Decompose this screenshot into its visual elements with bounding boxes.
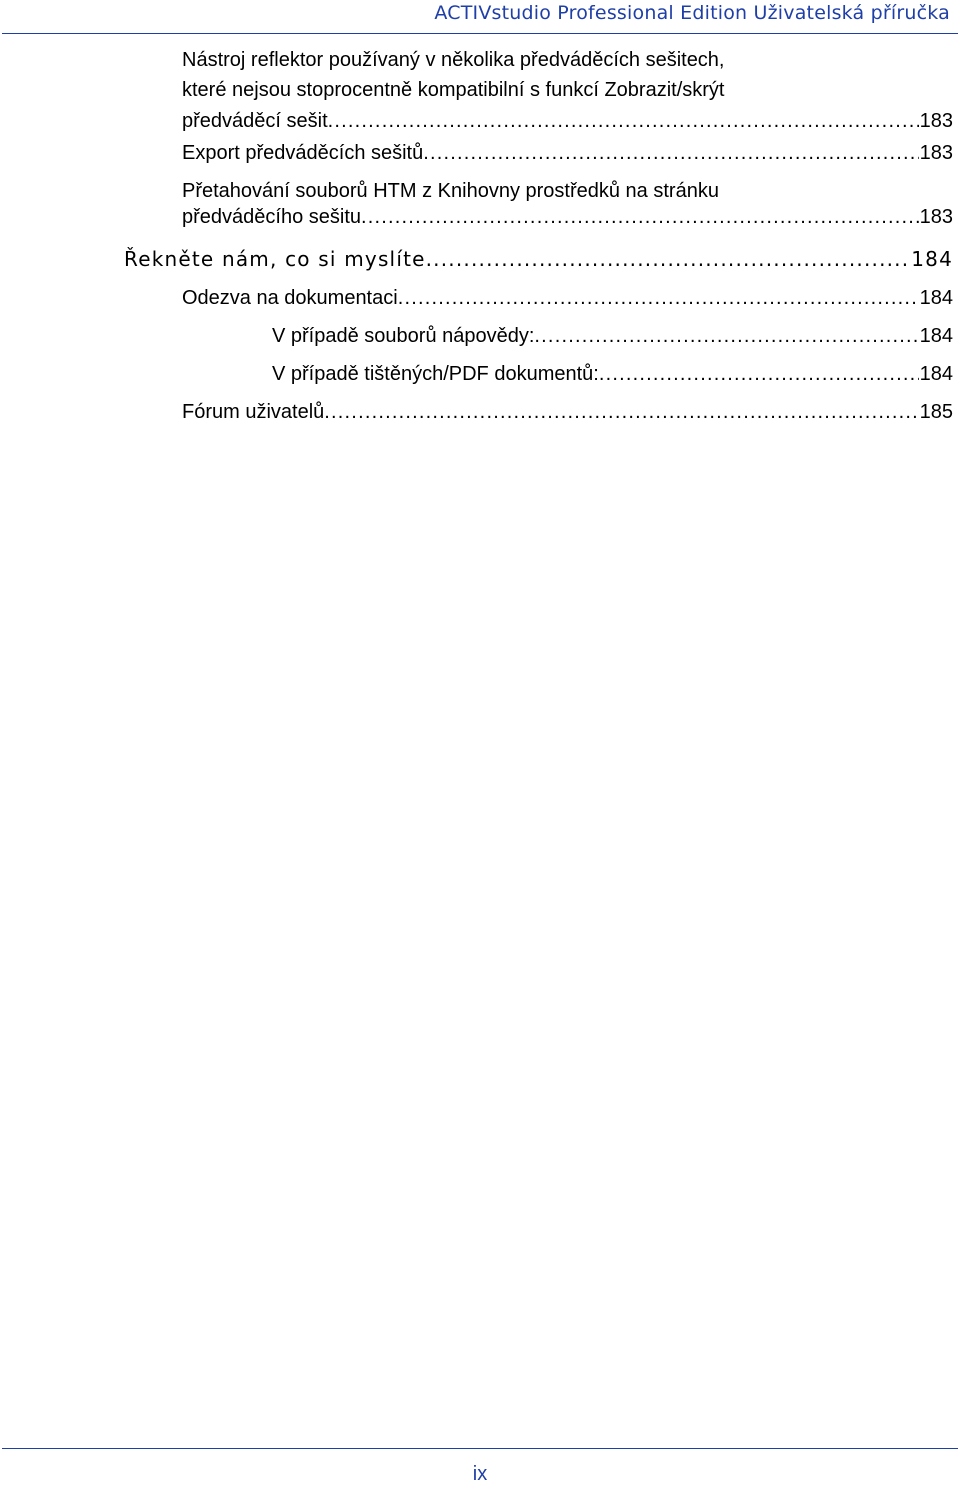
- dot-leader: [361, 201, 919, 233]
- toc-page-number: 183: [919, 142, 953, 164]
- dot-leader: [534, 320, 918, 352]
- toc-entry-text: Přetahování souborů HTM z Knihovny prostředků na stránku: [182, 180, 719, 202]
- toc-entry-printed-pdf[interactable]: [272, 358, 953, 390]
- toc-page-number: 184: [919, 363, 953, 385]
- toc-entry-text: Fórum uživatelů: [182, 401, 325, 423]
- toc-entry-text: Řekněte nám, co si myslíte: [124, 247, 426, 271]
- toc-entry-export[interactable]: [182, 137, 953, 169]
- toc-entry-text: Export předváděcích sešitů: [182, 142, 424, 164]
- page-number: ix: [472, 1463, 488, 1485]
- dot-leader: [423, 137, 918, 169]
- dot-leader: [426, 243, 911, 275]
- running-header-title: ACTIVstudio Professional Edition Uživatelská příručka: [434, 2, 950, 24]
- toc-entry-tell-us[interactable]: [124, 243, 953, 275]
- dot-leader: [324, 396, 918, 428]
- toc-entry-text: předváděcího sešitu: [182, 206, 362, 228]
- toc-entry-text: Odezva na dokumentaci: [182, 287, 398, 309]
- toc-entry-text: Nástroj reflektor používaný v několika předváděcích sešitech,: [182, 49, 725, 71]
- toc-page-number: 184: [919, 287, 953, 309]
- toc-entry-documentation-feedback[interactable]: [182, 282, 953, 314]
- toc-entry-user-forum[interactable]: [182, 396, 953, 428]
- toc-entry-text: které nejsou stoprocentně kompatibilní s funkcí Zobrazit/skrýt: [182, 79, 725, 101]
- toc-entry-text: V případě tištěných/PDF dokumentů:: [272, 363, 599, 385]
- toc-page-number: 184: [911, 247, 953, 271]
- footer-rule: [2, 1448, 958, 1449]
- toc-entry-text: V případě souborů nápovědy:: [272, 325, 535, 347]
- toc-page-number: 184: [919, 325, 953, 347]
- toc-page-number: 185: [919, 401, 953, 423]
- toc-page-number: 183: [919, 110, 953, 132]
- dot-leader: [599, 358, 919, 390]
- dot-leader: [328, 105, 919, 137]
- toc-entry-help-files[interactable]: [272, 320, 953, 352]
- dot-leader: [398, 282, 919, 314]
- toc-entry-text: předváděcí sešit: [182, 110, 328, 132]
- toc-page-number: 183: [919, 206, 953, 228]
- header-rule: [2, 33, 958, 34]
